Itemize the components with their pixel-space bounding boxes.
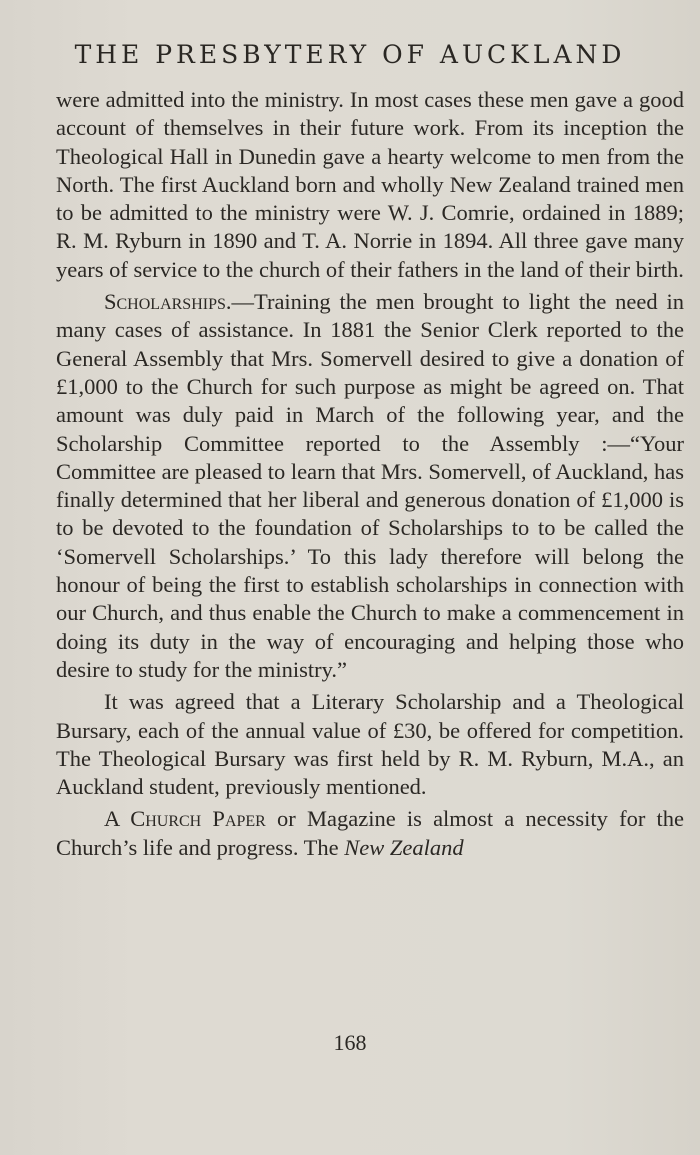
paragraph-ministry: were admitted into the ministry. In most cases these men gave a good account of themselves in their future work. From its inception the Theological Hall in Dunedin gave a hearty welcome to men from the North. The first Auckland born and wholly New Zealand trained men to be admitted to the ministry were W. J. Comrie, ordained in 1889; R. M. Ryburn in 1890 and T. A. Norrie in 1894. All three gave many years of service to the church of their fathers in the land of their birth.: [56, 87, 684, 282]
paragraph-bursary: It was agreed that a Literary Scholarship and a Theological Bursary, each of the annual value of £30, be offered for competition. The Theological Bursary was first held by R. M. Ryburn, M.A., an Auckland student, previously mentioned.: [56, 689, 684, 800]
church-paper-text: or Magazine is almost a necessity for the Church’s life and progress. The: [56, 806, 685, 860]
church-paper-heading: Church Paper: [130, 806, 266, 832]
scholarships-heading: Scholarships.: [104, 289, 232, 315]
paragraph-church-paper: [56, 805, 684, 862]
running-header: THE PRESBYTERY OF AUCKLAND: [74, 40, 626, 69]
paragraph-scholarships: [56, 288, 684, 684]
new-zealand-italic: New Zealand: [344, 834, 464, 860]
body-text: [56, 86, 684, 866]
page-number: 168: [333, 1030, 367, 1055]
church-paper-lead: A: [104, 806, 120, 832]
scholarships-text: —Training the men brought to light the need in many cases of assistance. In 1881 the Senior Clerk reported to the General Assembly that Mrs. Somervell desired to give a donation of £1,000 to the Church for such purpose as might be agreed on. That amount was duly paid in March of the following year, and the Scholarship Committee reported to the Assembly :—“Your Committee are pleased to learn that Mrs. Somervell, of Auckland, has finally determined that her liberal and generous donation of £1,000 is to be devoted to the foundation of Scholarships to to be called the ‘Somervell Scholarships.’ To this lady therefore will belong the honour of being the first to establish scholarships in connection with our Church, and thus enable the Church to make a commencement in doing its duty in the way of encouraging and helping those who desire to study for the ministry.”: [56, 289, 684, 682]
